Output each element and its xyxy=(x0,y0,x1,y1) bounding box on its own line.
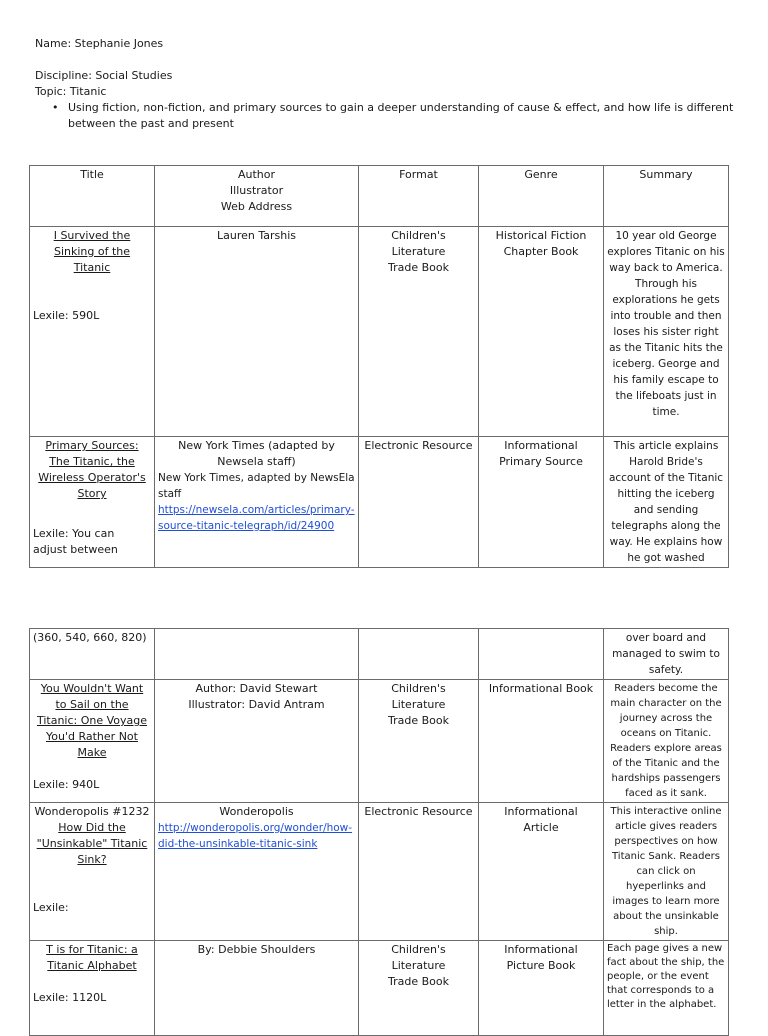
header-illustrator-line: Illustrator xyxy=(229,184,284,197)
author-cell xyxy=(155,941,359,1036)
format-line: Literature xyxy=(391,245,446,258)
web-link[interactable]: http://wonderopolis.org/wonder/how-did-the-unsinkable-titanic-sink xyxy=(158,822,353,850)
header-author xyxy=(155,166,359,227)
author: Wonderopolis xyxy=(219,805,294,818)
title-line: Wireless Operator's xyxy=(38,471,146,484)
title-line: Story xyxy=(77,487,107,500)
format-cell xyxy=(359,680,479,803)
format-line: Children's xyxy=(391,229,446,242)
genre-cell xyxy=(479,803,604,941)
title-line: How Did the xyxy=(58,821,126,834)
title-cell xyxy=(30,437,155,568)
format-line: Trade Book xyxy=(388,261,449,274)
summary-cell: This interactive online article gives readers perspectives on how Titanic Sank. Readers can click on hyeperlinks and images to learn more about the unsinkable ship. xyxy=(604,803,729,941)
table-row xyxy=(30,437,729,568)
summary-cell: This article explains Harold Bride's account of the Titanic hitting the iceberg and sending telegraphs along the way. He explains how he got washed xyxy=(604,437,729,568)
web-link[interactable]: https://newsela.com/articles/primary-source-titanic-telegraph/id/24900 xyxy=(158,504,355,532)
genre-line: Historical Fiction xyxy=(495,229,587,242)
title-cell xyxy=(30,227,155,437)
lexile: Lexile: 1120L xyxy=(33,991,107,1004)
table-row xyxy=(30,227,729,437)
table-row xyxy=(30,680,729,803)
genre-line: Chapter Book xyxy=(503,245,579,258)
genre: Informational Book xyxy=(488,682,594,695)
resource-table-page2 xyxy=(29,628,729,1036)
summary-cell: over board and managed to swim to safety. xyxy=(604,629,729,680)
title-line: You'd Rather Not xyxy=(46,730,138,743)
title-cell xyxy=(30,803,155,941)
table-row xyxy=(30,803,729,941)
title-line: Primary Sources: xyxy=(45,439,139,452)
lexile: Lexile: xyxy=(33,901,69,914)
lexile: Lexile: You can adjust between xyxy=(33,527,118,556)
summary-cell: 10 year old George explores Titanic on his way back to America. Through his explorations he gets into trouble and then loses his sister right as the Titanic hits the iceberg. George and his family escape to the lifeboats just in time. xyxy=(604,227,729,437)
title-line: Wonderopolis #1232 xyxy=(34,805,150,818)
author-cell xyxy=(155,437,359,568)
bullet-icon: • xyxy=(52,101,59,114)
genre-line: Informational xyxy=(504,439,578,452)
author: New York Times (adapted by Newsela staff) xyxy=(178,439,335,468)
title-line: Make xyxy=(77,746,107,759)
author: By: Debbie Shoulders xyxy=(197,943,316,956)
header-title: Title xyxy=(30,166,155,227)
table-header-row xyxy=(30,166,729,227)
title-line: T is for Titanic: a xyxy=(46,943,138,956)
header-genre: Genre xyxy=(479,166,604,227)
author-note: New York Times, adapted by NewsEla staff xyxy=(158,472,355,500)
header-author-line: Author xyxy=(237,168,276,181)
genre-cell xyxy=(479,680,604,803)
author-cell xyxy=(155,803,359,941)
title-line: Titanic Alphabet xyxy=(47,959,137,972)
genre-cell xyxy=(479,227,604,437)
title-line: I Survived the xyxy=(53,229,131,242)
resource-table-page1 xyxy=(29,165,729,568)
genre-line: Article xyxy=(523,821,559,834)
title-line: to Sail on the xyxy=(55,698,129,711)
format: Electronic Resource xyxy=(364,439,473,452)
table-row xyxy=(30,941,729,1036)
title-line: You Wouldn't Want xyxy=(40,682,144,695)
title-cell xyxy=(30,680,155,803)
lexile: Lexile: 940L xyxy=(33,778,100,791)
genre-line: Picture Book xyxy=(506,959,576,972)
lexile: Lexile: 590L xyxy=(33,309,100,322)
student-name: Name: Stephanie Jones xyxy=(35,37,164,50)
table-row xyxy=(30,629,729,680)
header-summary: Summary xyxy=(604,166,729,227)
format-line: Literature xyxy=(391,698,446,711)
format-cell xyxy=(359,227,479,437)
author-cell xyxy=(155,680,359,803)
genre-cell xyxy=(479,437,604,568)
header-web-line: Web Address xyxy=(220,200,293,213)
lexile-range: (360, 540, 660, 820) xyxy=(33,631,147,644)
objective-bullet xyxy=(52,100,742,132)
author: Author: David Stewart xyxy=(195,682,318,695)
title-line: Titanic xyxy=(73,261,111,274)
format-cell xyxy=(359,437,479,568)
format-line: Trade Book xyxy=(388,714,449,727)
genre-cell xyxy=(479,629,604,680)
title-line: The Titanic, the xyxy=(49,455,135,468)
title-line: Titanic: One Voyage xyxy=(36,714,148,727)
objective-text: Using fiction, non-fiction, and primary sources to gain a deeper understanding of cause & effect, and how life is different between the past and present xyxy=(68,101,734,130)
title-line: Sinking of the xyxy=(53,245,131,258)
genre-line: Primary Source xyxy=(499,455,583,468)
summary-cell: Readers become the main character on the journey across the oceans on Titanic. Readers explore areas of the Titanic and the hardships passengers faced as it sank. xyxy=(604,680,729,803)
genre-cell xyxy=(479,941,604,1036)
genre-line: Informational xyxy=(504,805,578,818)
author-cell xyxy=(155,629,359,680)
format: Electronic Resource xyxy=(364,805,473,818)
genre-line: Informational xyxy=(504,943,578,956)
title-line: "Unsinkable" Titanic xyxy=(36,837,148,850)
title-cell xyxy=(30,629,155,680)
author: Lauren Tarshis xyxy=(216,229,296,242)
format-cell xyxy=(359,803,479,941)
format-line: Trade Book xyxy=(388,975,449,988)
discipline: Discipline: Social Studies xyxy=(35,69,173,82)
summary-cell: Each page gives a new fact about the ship, the people, or the event that corresponds to a letter in the alphabet. xyxy=(604,941,729,1036)
format-line: Children's xyxy=(391,943,446,956)
title-line: Sink? xyxy=(77,853,107,866)
author-cell xyxy=(155,227,359,437)
title-cell xyxy=(30,941,155,1036)
format-cell xyxy=(359,629,479,680)
format-cell xyxy=(359,941,479,1036)
header-format: Format xyxy=(359,166,479,227)
format-line: Literature xyxy=(391,959,446,972)
topic: Topic: Titanic xyxy=(35,85,107,98)
illustrator: Illustrator: David Antram xyxy=(188,698,325,711)
format-line: Children's xyxy=(391,682,446,695)
